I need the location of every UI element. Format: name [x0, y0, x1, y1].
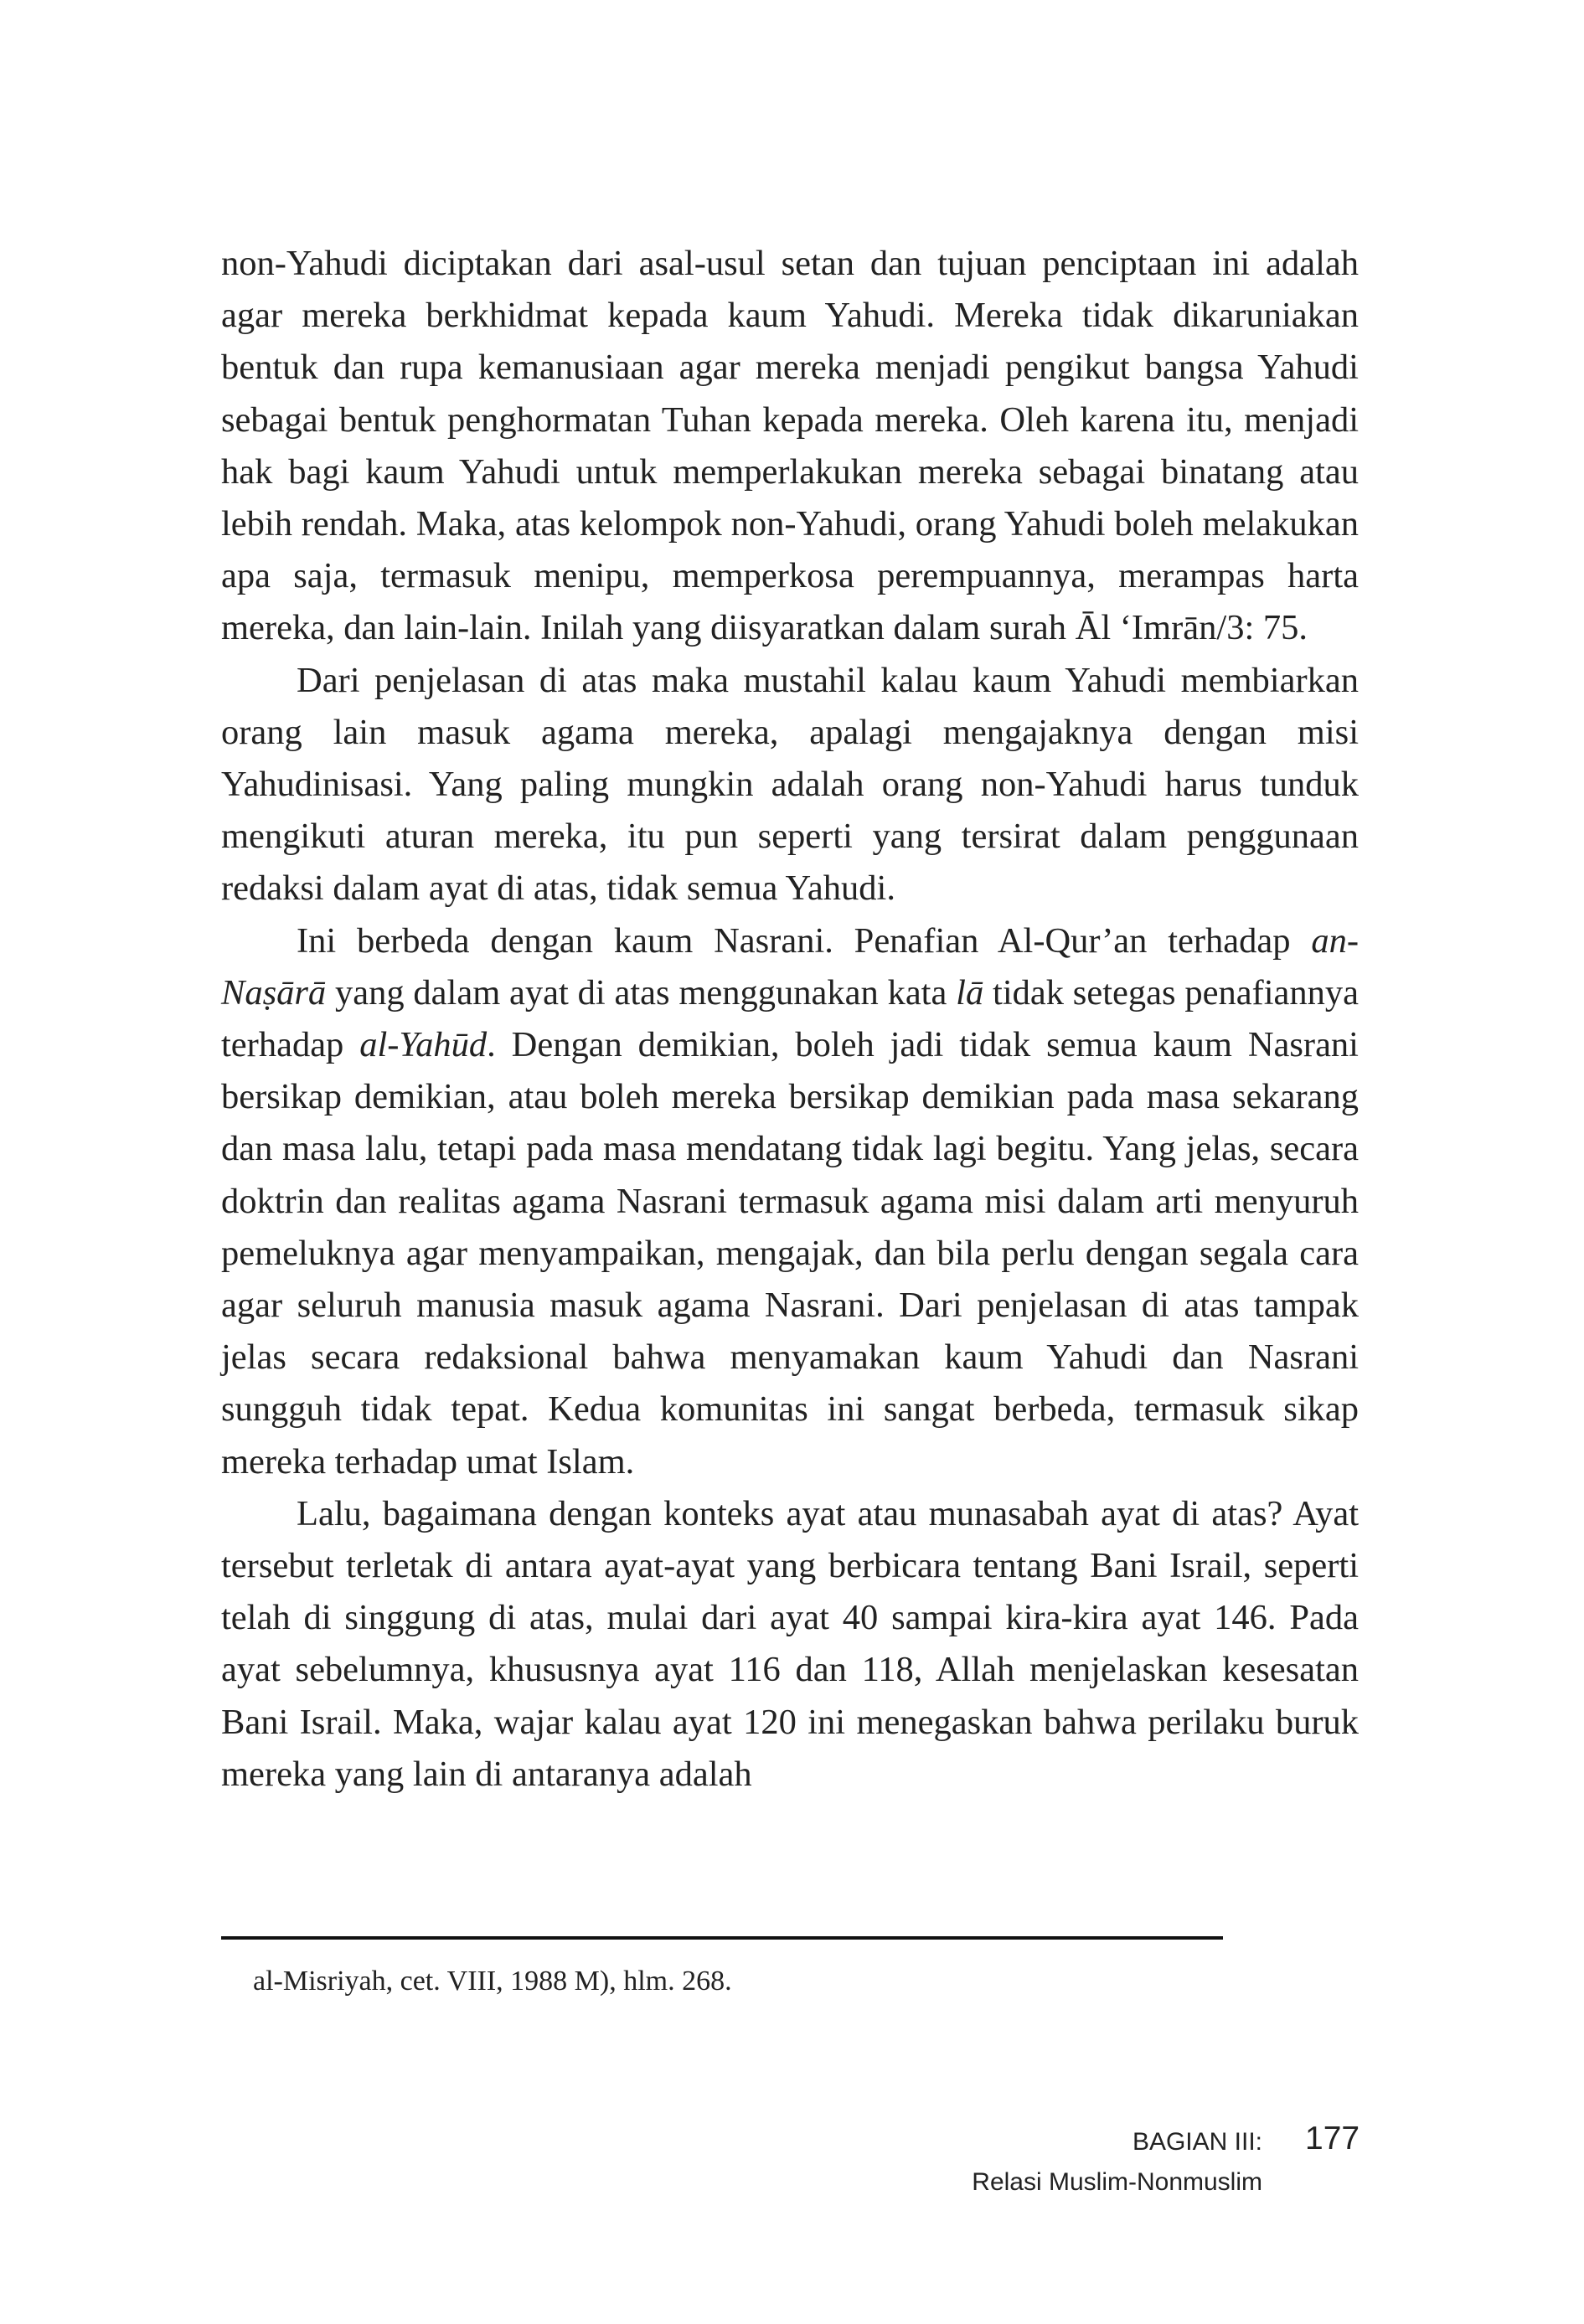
running-footer-section: BAGIAN III: [1132, 2128, 1262, 2156]
paragraph-4: Lalu, bagaimana dengan konteks ayat atau munasabah ayat di atas? Ayat tersebut terletak di antara ayat-ayat yang berbicara tentang Bani Israil, seperti telah di singgung di atas, mulai dari ayat 40 sampai kira-kira ayat 146. Pada ayat sebelumnya, khususnya ayat 116 dan 118, Allah menjelaskan kesesatan Bani Israil. Maka, wajar kalau ayat 120 ini menegaskan bahwa perilaku buruk mereka yang lain di antaranya adalah [221, 1493, 1359, 1794]
page-number: 177 [1305, 2120, 1360, 2157]
paragraph-3 [221, 915, 1359, 1488]
paragraph-3-text-2: yang dalam ayat di atas menggunakan kata [326, 972, 957, 1013]
paragraph-3-text-3: tidak setegas penafiannya terhadap [221, 972, 1359, 1065]
paragraph-3-text-4: . Dengan demikian, boleh jadi tidak semua kaum Nasrani bersikap demikian, atau boleh mereka bersikap demikian pada masa sekarang dan masa lalu, tetapi pada masa mendatang tidak lagi begitu. Yang jelas, secara doktrin dan realitas agama Nasrani termasuk agama misi dalam arti menyuruh pemeluknya agar menyampaikan, mengajak, dan bila perlu dengan segala cara agar seluruh manusia masuk agama Nasrani. Dari penjelasan di atas tampak jelas secara redaksional bahwa menyamakan kaum Yahudi dan Nasrani sungguh tidak tepat. Kedua komunitas ini sangat berbeda, termasuk sikap mereka terhadap umat Islam. [221, 1025, 1359, 1481]
footnote: al-Misriyah, cet. VIII, 1988 M), hlm. 268. [253, 1966, 732, 1997]
page-body [221, 238, 1359, 1801]
footnote-separator [221, 1936, 1223, 1940]
italic-term-la: lā [956, 972, 984, 1013]
italic-term-al-yahud: al-Yahūd [359, 1025, 488, 1065]
paragraph-3-text-1: Ini berbeda dengan kaum Nasrani. Penafian Al-Qur’an terhadap [297, 920, 1312, 961]
paragraph-2: Dari penjelasan di atas maka mustahil kalau kaum Yahudi membiarkan orang lain masuk agama mereka, apalagi mengajaknya dengan misi Yahudinisasi. Yang paling mungkin adalah orang non-Yahudi harus tunduk mengikuti aturan mereka, itu pun seperti yang tersirat dalam penggunaan redaksi dalam ayat di atas, tidak semua Yahudi. [221, 660, 1359, 909]
italic-term-an-nasara: an-Naṣārā [221, 920, 1359, 1013]
running-footer [972, 2122, 1262, 2203]
running-footer-title: Relasi Muslim-Nonmuslim [972, 2168, 1262, 2196]
paragraph-1: non-Yahudi diciptakan dari asal-usul setan dan tujuan penciptaan ini adalah agar mereka berkhidmat kepada kaum Yahudi. Mereka tidak dikaruniakan bentuk dan rupa kemanusiaan agar mereka menjadi pengikut bangsa Yahudi sebagai bentuk penghormatan Tuhan kepada mereka. Oleh karena itu, menjadi hak bagi kaum Yahudi untuk memperlakukan mereka sebagai binatang atau lebih rendah. Maka, atas kelompok non-Yahudi, orang Yahudi boleh melakukan apa saja, termasuk menipu, memperkosa perempuannya, merampas harta mereka, dan lain-lain. Inilah yang diisyaratkan dalam surah Āl ‘Imrān/3: 75. [221, 244, 1359, 648]
